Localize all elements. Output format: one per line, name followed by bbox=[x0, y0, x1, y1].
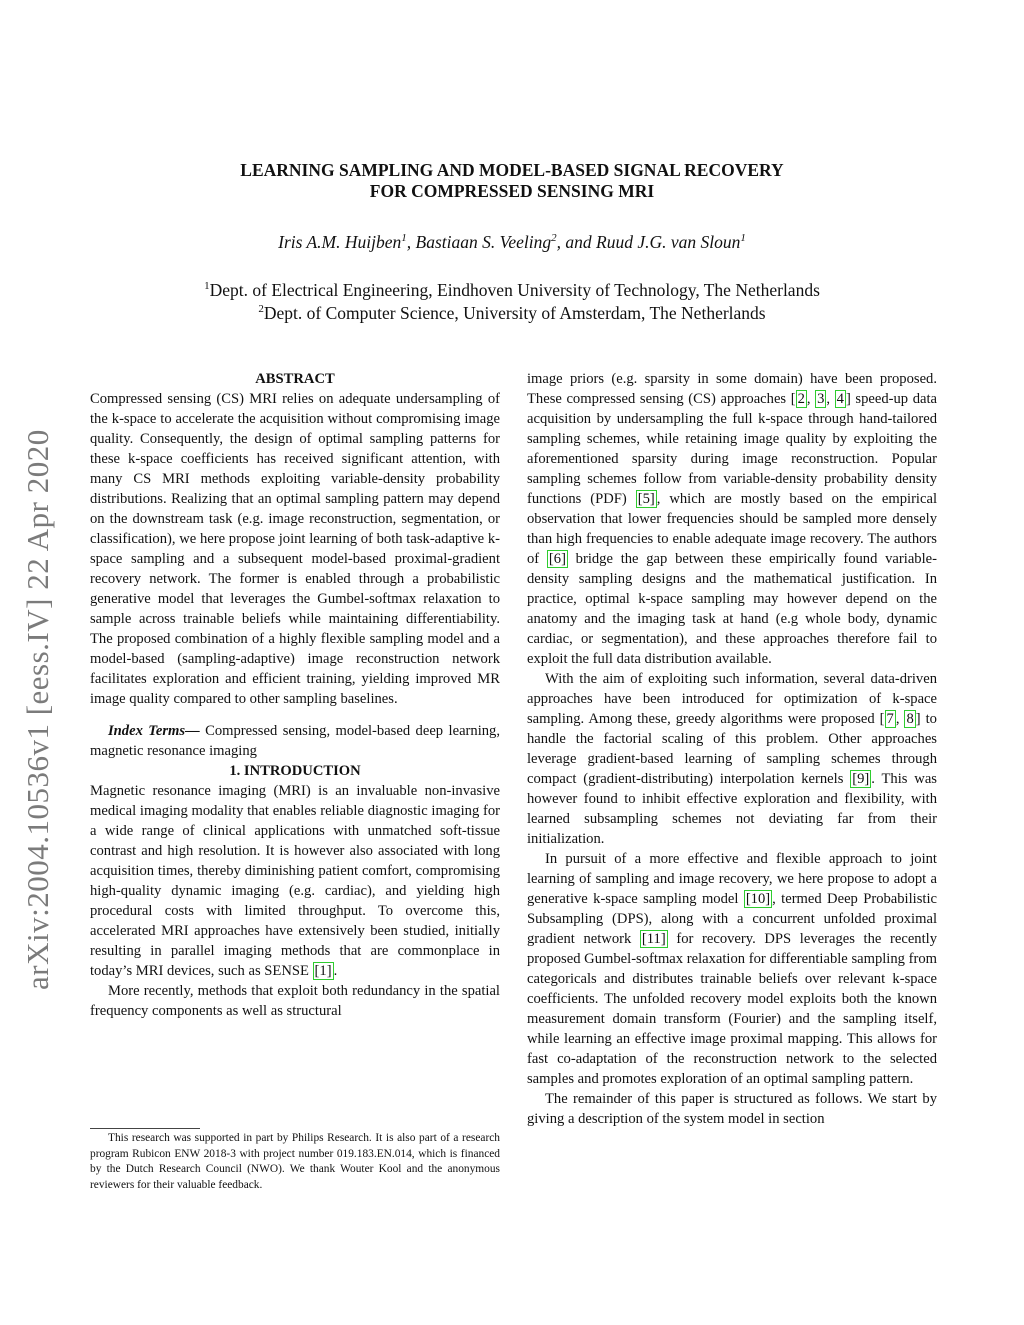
title-line-1: LEARNING SAMPLING AND MODEL-BASED SIGNAL RECOVERY bbox=[240, 160, 784, 180]
body-text: for recovery. DPS leverages the recently proposed Gumbel-softmax relaxation for differentiable sampling from categoricals and distributes trainable beliefs over relevant k-space coefficients. The unfolded recovery model exploits both the known measurement domain transform (Fourier) and the sampling itself, while learning an effective image proximal mapping. This allows for fast co-adaptation of the reconstruction network to the selected samples and promotes exploration of an optimal sampling pattern. bbox=[527, 931, 937, 1087]
body-text: . This was however found to inhibit effective exploration and flexibility, with learned subsampling schemes not deviating far from their initialization. bbox=[527, 771, 937, 847]
body-text: , termed Deep Probabilistic Subsampling (DPS), along with a concurrent unfolded proximal gradient network bbox=[527, 891, 937, 947]
arxiv-identifier bbox=[18, 350, 58, 990]
citation-link[interactable]: 7 bbox=[886, 711, 894, 727]
affiliation-1 bbox=[100, 279, 924, 302]
affiliation-2 bbox=[100, 302, 924, 325]
citation-link[interactable]: [1] bbox=[314, 963, 332, 979]
affiliation-text: Dept. of Computer Science, University of Amsterdam, The Netherlands bbox=[263, 303, 766, 323]
intro-p1-text: Magnetic resonance imaging (MRI) is an invaluable non-invasive medical imaging modality that enables reliable diagnostic imaging for a wide range of clinical applications with unmatched soft-tissue contrast and high resolution. It is however also associated with long acquisition times, thereby diminishing patient comfort, compromising high-quality dynamic imaging (e.g. cardiac), and yielding high procedural costs with limited throughput. To overcome this, accelerated MRI approaches have extensively been studied, initially resulting in parallel imaging methods that are commonplace in today’s MRI devices, such as SENSE bbox=[90, 783, 500, 979]
author-separator: , and bbox=[556, 232, 597, 252]
citation-link[interactable]: 4 bbox=[836, 391, 844, 407]
citation-link[interactable]: 3 bbox=[817, 391, 825, 407]
citation-link[interactable]: 2 bbox=[797, 391, 805, 407]
citation-link[interactable]: [5] bbox=[637, 491, 655, 507]
citation-link[interactable]: 8 bbox=[906, 711, 914, 727]
author-name: Iris A.M. Huijben bbox=[278, 232, 402, 252]
abstract-text: Compressed sensing (CS) MRI relies on adequate undersampling of the k-space to accelerate the acquisition without compromising image quality. Consequently, the design of optimal sampling patterns for these k-space coefficients has received significant attention, with many CS MRI methods exploiting variable-density probability distributions. Realizing that an optimal sampling pattern may depend on the downstream task (e.g. image reconstruction, segmentation, or classification), we here propose joint learning of both task-adaptive k-space sampling and a subsequent model-based proximal-gradient recovery network. The former is enabled through a probabilistic generative model that leverages the Gumbel-softmax relaxation to sample across trainable beliefs while maintaining differentiability. The proposed combination of a highly flexible sampling model and a model-based (sampling-adaptive) image reconstruction network facilitates exploration and efficient training, yielding improved MR image quality compared to other sampling baselines. bbox=[90, 391, 500, 707]
intro-paragraph-1 bbox=[90, 781, 500, 981]
citation-link[interactable]: [11] bbox=[641, 931, 666, 947]
body-text: , which are mostly based on the empirical observation that lower frequencies should be sampled more densely than high frequencies to enable adequate image recovery. The authors of bbox=[527, 491, 937, 567]
abstract-heading: ABSTRACT bbox=[255, 371, 335, 387]
author-list bbox=[100, 232, 924, 253]
body-text: bridge the gap between these empirically found variable-density sampling designs and the mathematical justification. In practice, optimal k-space sampling may however depend on the anatomy and the imaging task at hand (e.g whole body, dynamic cardiac, or segmentation), and these approaches therefore fail to exploit the full data distribution available. bbox=[527, 551, 937, 667]
citation-link[interactable]: [9] bbox=[852, 771, 870, 787]
affiliation-mark: 1 bbox=[204, 280, 210, 292]
affiliation-text: Dept. of Electrical Engineering, Eindhoven University of Technology, The Netherlands bbox=[209, 280, 820, 300]
body-text: With the aim of exploiting such information, several data-driven approaches have been introduced for optimization of k-space sampling. Among these, greedy algorithms were proposed [ bbox=[527, 671, 937, 727]
body-text: ] speed-up data acquisition by undersampling the full k-space through hand-tailored sampling schemes, while retaining image quality by exploiting the aforementioned sparsity during image reconstruction. Popular sampling schemes follow from variable-density probability density functions (PDF) bbox=[527, 391, 938, 507]
right-paragraph-4: The remainder of this paper is structured as follows. We start by giving a description of the system model in section bbox=[527, 1091, 937, 1127]
intro-paragraph-2: More recently, methods that exploit both redundancy in the spatial frequency components as well as structural bbox=[90, 983, 500, 1019]
citation-link[interactable]: [10] bbox=[745, 891, 771, 907]
affiliations bbox=[100, 279, 924, 325]
author-separator: , bbox=[406, 232, 416, 252]
intro-p1-end: . bbox=[333, 963, 338, 979]
index-terms bbox=[90, 721, 500, 761]
body-text: image priors (e.g. sparsity in some domain) have been proposed. These compressed sensing (CS) approaches [ bbox=[527, 371, 937, 407]
index-terms-text: Compressed sensing, model-based deep learning, magnetic resonance imaging bbox=[90, 723, 501, 759]
author-affil-mark: 2 bbox=[551, 232, 557, 244]
body-text: ] to handle the factorial scaling of this problem. Other approaches leverage gradient-based learning of sampling schemes through compact (gradient-distributing) interpolation kernels bbox=[527, 711, 937, 787]
right-paragraph-1: image priors (e.g. sparsity in some domain) have been proposed. These compressed sensing (CS) approaches [ 2 , 3 , 4 ] speed-up data acquisition by undersampling the full k-space through hand-tailored sampling schemes, while retaining image quality by exploiting the aforementioned sparsity during image reconstruction. Popular sampling schemes follow from variable-density probability density functions (PDF) [5] , which are mostly based on the empirical observation that lower frequencies should be sampled more densely than high frequencies to enable adequate image recovery. The authors of [6] bridge the gap between these empirically found variable-density sampling designs and the mathematical justification. In practice, optimal k-space sampling may however depend on the anatomy and the imaging task at hand (e.g whole body, dynamic cardiac, or segmentation), and these approaches therefore fail to exploit the full data distribution available. bbox=[527, 371, 938, 667]
affiliation-mark: 2 bbox=[258, 303, 264, 315]
introduction-heading: 1. INTRODUCTION bbox=[229, 763, 361, 779]
paper-title bbox=[100, 160, 924, 202]
title-line-2: FOR COMPRESSED SENSING MRI bbox=[369, 181, 655, 201]
right-paragraph-3 bbox=[527, 849, 937, 1089]
author-name: Ruud J.G. van Sloun bbox=[596, 232, 741, 252]
right-column bbox=[527, 369, 937, 1129]
body-text: In pursuit of a more effective and flexible approach to joint learning of sampling and image recovery, we here propose to adopt a generative k-space sampling model bbox=[527, 851, 937, 907]
arxiv-identifier-text: arXiv:2004.10536v1 [eess.IV] 22 Apr 2020 bbox=[20, 429, 55, 990]
footnote-rule bbox=[90, 1128, 200, 1129]
left-column bbox=[90, 369, 500, 1021]
index-terms-label: Index Terms— bbox=[108, 723, 200, 739]
author-affil-mark: 1 bbox=[401, 232, 407, 244]
footnote: This research was supported in part by Philips Research. It is also part of a research program Rubicon ENW 2018-3 with project number 019.183.EN.014, which is financed by the Dutch Research Council (NWO). We thank Wouter Kool and the anonymous reviewers for their valuable feedback. bbox=[90, 1132, 500, 1191]
citation-link[interactable]: [6] bbox=[548, 551, 566, 567]
author-name: Bastiaan S. Veeling bbox=[415, 232, 552, 252]
author-affil-mark: 1 bbox=[740, 232, 746, 244]
right-paragraph-2: With the aim of exploiting such information, several data-driven approaches have been introduced for optimization of k-space sampling. Among these, greedy algorithms were proposed [ 7 , 8 ] to handle the factorial scaling of this problem. Other approaches leverage gradient-based learning of sampling schemes through compact (gradient-distributing) interpolation kernels [9] . This was however found to inhibit effective exploration and flexibility, with learned subsampling schemes not deviating far from their initialization. bbox=[527, 671, 937, 847]
